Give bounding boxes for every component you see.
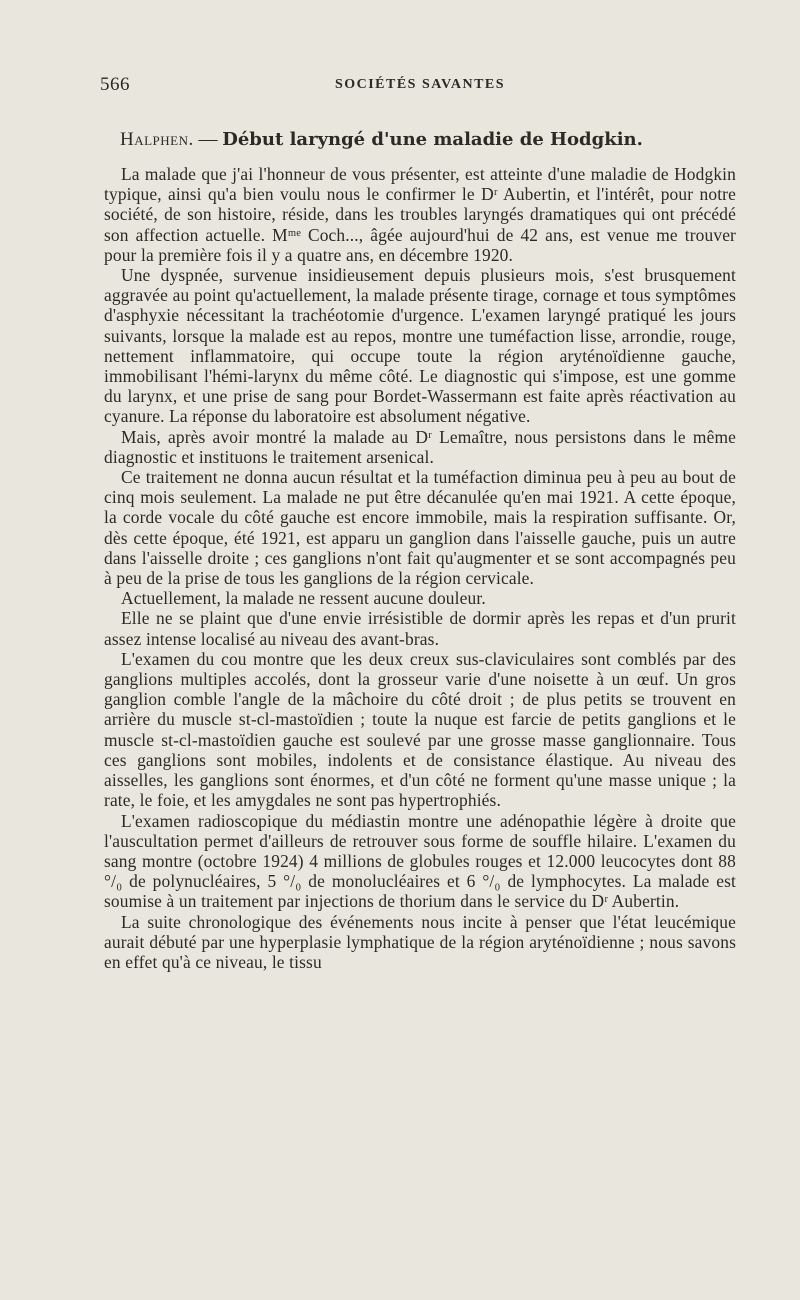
author-name: Halphen.: [120, 129, 194, 150]
article-title: Début laryngé d'une maladie de Hodgkin.: [222, 129, 643, 150]
article: [104, 128, 736, 972]
paragraph: Ce traitement ne donna aucun résultat et la tuméfaction diminua peu à peu au bout de cinq mois seulement. La malade ne put être décanulée qu'en mai 1921. A cette époque, la corde vocale du côté gauche est encore immobile, mais la respiration suffisante. Or, dès cette époque, été 1921, est apparu un ganglion dans l'aisselle gauche, puis un autre dans l'aisselle droite ; ces ganglions n'ont fait qu'augmenter et se sont accompagnés peu à peu de la prise de tous les ganglions de la région cervicale.: [104, 467, 736, 589]
heading-dash: —: [193, 129, 223, 150]
paragraph: Actuellement, la malade ne ressent aucune douleur.: [121, 588, 486, 609]
running-header: [100, 74, 740, 102]
paragraph: Mais, après avoir montré la malade au Dʳ Lemaître, nous persistons dans le même diagnostic et instituons le traitement arsenical.: [104, 426, 736, 467]
paragraph: Elle ne se plaint que d'une envie irrésistible de dormir après les repas et d'un prurit assez intense localisé au niveau des avant-bras.: [104, 608, 736, 649]
page-number: 566: [100, 74, 130, 95]
running-title: SOCIÉTÉS SAVANTES: [334, 77, 506, 92]
paragraph: La malade que j'ai l'honneur de vous présenter, est atteinte d'une maladie de Hodgkin typique, ainsi qu'a bien voulu nous le confirmer le Dʳ Aubertin, et l'intérêt, pour notre société, de son histoire, réside, dans les troubles laryngés dramatiques qui ont précédé son affection actuelle. Mᵐᵉ Coch..., âgée aujourd'hui de 42 ans, est venue me trouver pour la première fois il y a quatre ans, en décembre 1920.: [104, 164, 736, 265]
paragraph: L'examen radioscopique du médiastin montre une adénopathie légère à droite que l'auscultation permet d'ailleurs de retrouver sous forme de souffle hilaire. L'examen du sang montre (octobre 1924) 4 millions de globules rouges et 12.000 leucocytes dont 88 °/₀ de polynucléaires, 5 °/₀ de monolucléaires et 6 °/₀ de lymphocytes. La malade est soumise à un traitement par injections de thorium dans le service du Dʳ Aubertin.: [104, 810, 736, 912]
article-heading: [120, 128, 736, 152]
paragraph: Une dyspnée, survenue insidieusement depuis plusieurs mois, s'est brusquement aggravée au point qu'actuellement, la malade présente tirage, cornage et tous symptômes d'asphyxie nécessitant la trachéotomie d'urgence. L'examen laryngé pratiqué les jours suivants, lorsque la malade est au repos, montre une tuméfaction lisse, arrondie, rouge, nettement inflammatoire, qui occupe toute la région aryténoïdienne gauche, immobilisant l'hémi-larynx du même côté. Le diagnostic qui s'impose, est une gomme du larynx, et une prise de sang pour Bordet-Wassermann est faite après réactivation au cyanure. La réponse du laboratoire est absolument négative.: [104, 265, 736, 427]
paragraph: L'examen du cou montre que les deux creux sus-claviculaires sont comblés par des ganglions multiples accolés, dont la grosseur varie d'une noisette à un œuf. Un gros ganglion comble l'angle de la mâchoire du côté droit ; de plus petits se trouvent en arrière du muscle st-cl-mastoïdien ; toute la nuque est farcie de petits ganglions et le muscle st-cl-mastoïdien gauche est soulevé par une grosse masse ganglionnaire. Tous ces ganglions sont mobiles, indolents et de consistance élastique. Au niveau des aisselles, les ganglions sont énormes, et d'un côté ne forment qu'une masse unique ; la rate, le foie, et les amygdales ne sont pas hypertrophiés.: [104, 648, 736, 811]
paragraph: La suite chronologique des événements nous incite à penser que l'état leucémique aurait débuté par une hyperplasie lymphatique de la région aryténoïdienne ; nous savons en effet qu'à ce niveau, le tissu: [104, 911, 736, 972]
